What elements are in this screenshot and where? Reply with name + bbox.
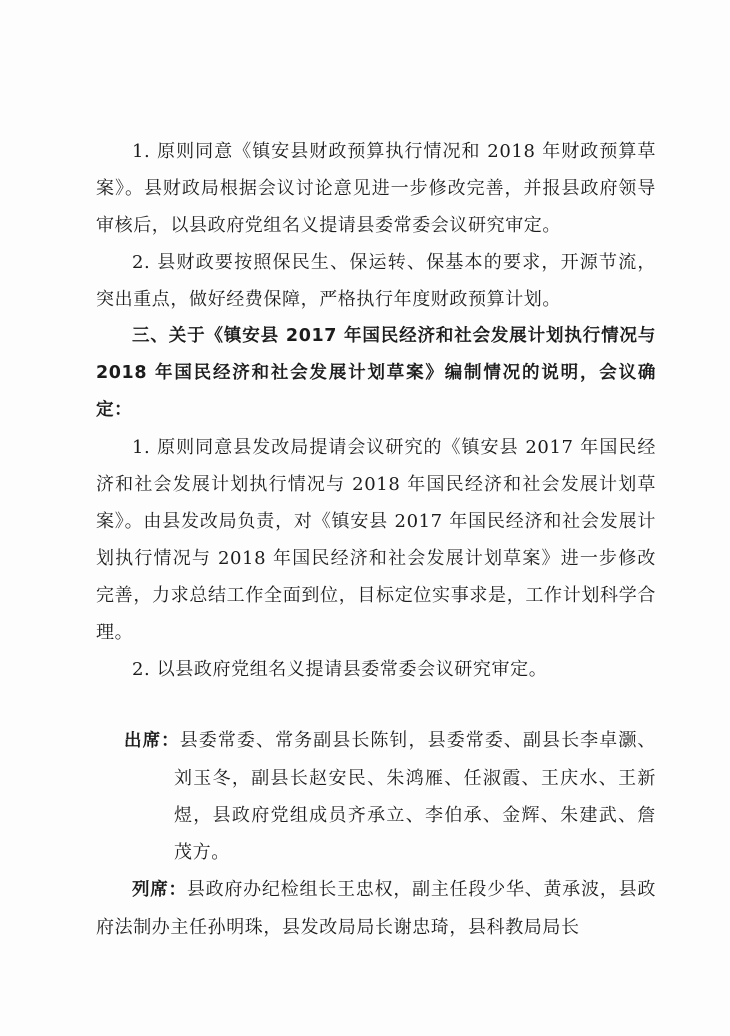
section-heading-3: 三、关于《镇安县 2017 年国民经济和社会发展计划执行情况与 2018 年国民经济和社会发展计划草案》编制情况的说明，会议确定： — [96, 326, 656, 420]
paragraph-finance-2: 2. 县财政要按照保民生、保运转、保基本的要求，开源节流，突出重点，做好经费保障，严格执行年度财政预算计划。 — [96, 252, 656, 310]
paragraph-finance-1: 1. 原则同意《镇安县财政预算执行情况和 2018 年财政预算草案》。县财政局根据会议讨论意见进一步修改完善，并报县政府领导审核后，以县政府党组名义提请县委常委会议研究审定。 — [96, 141, 656, 236]
paragraph-plan-2: 2. 以县政府党组名义提请县委常委会议研究审定。 — [132, 659, 548, 680]
attendance-block — [96, 722, 656, 871]
spacer — [96, 688, 656, 722]
paragraph-plan-1: 1. 原则同意县发改局提请会议研究的《镇安县 2017 年国民经济和社会发展计划执行情况与 2018 年国民经济和社会发展计划草案》。由县发改局负责，对《镇安县 2017 年国民经济和社会发展计划执行情况与 2018 年国民经济和社会发展计划草案》进一步修改完善，力求总结工作全面到位，目标定位实事求是，工作计划科学合理。 — [96, 437, 656, 643]
listed-label: 列席： — [132, 880, 187, 900]
listed-block — [96, 871, 656, 946]
attendance-text: 县委常委、常务副县长陈钊，县委常委、副县长李卓灏、刘玉冬，副县长赵安民、朱鸿雁、任淑霞、王庆水、王新煜，县政府党组成员齐承立、李伯承、金辉、朱建武、詹茂方。 — [174, 730, 656, 863]
listed-text: 县政府办纪检组长王忠权，副主任段少华、黄承波，县政府法制办主任孙明珠，县发改局局长谢忠琦，县科教局局长 — [96, 879, 656, 938]
attendance-label: 出席： — [124, 731, 180, 751]
document-body — [96, 133, 656, 946]
